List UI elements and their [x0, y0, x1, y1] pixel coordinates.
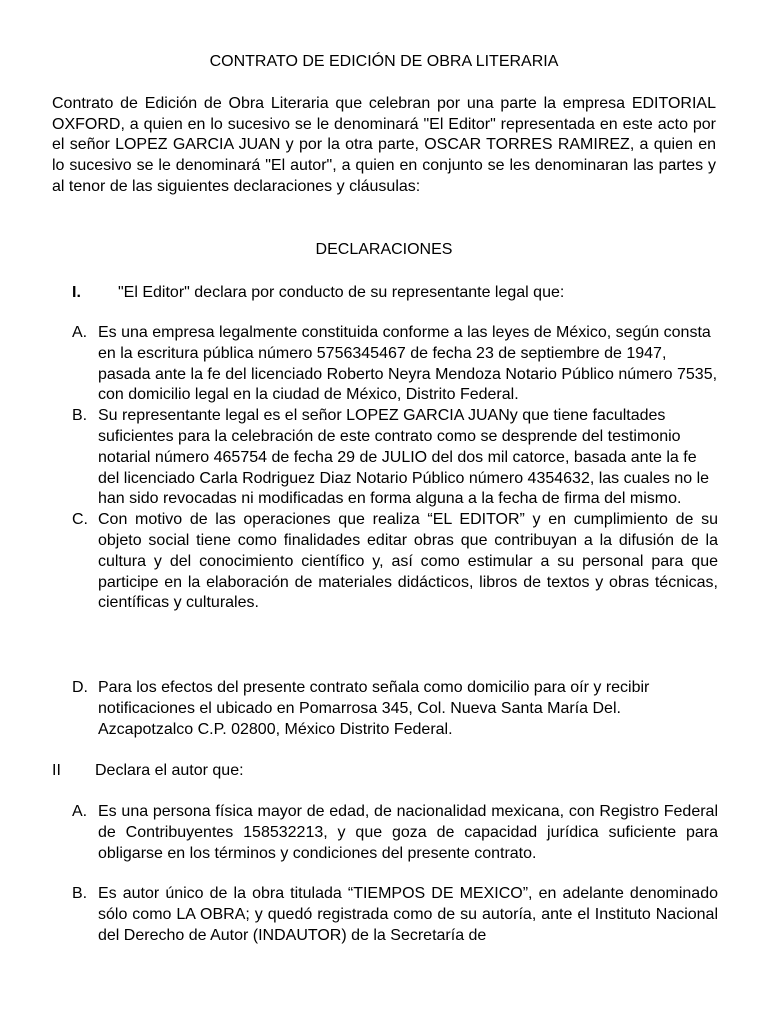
- intro-paragraph: Contrato de Edición de Obra Literaria que celebran por una parte la empresa EDITORIAL OXFORD, a quien en lo sucesivo se le denominará "El Editor" representada en este acto por el señor LOPEZ GARCIA JUAN y por la otra parte, OSCAR TORRES RAMIREZ, a quien en lo sucesivo se le denominará "El autor", a quien en conjunto se les denominaran las partes y al tenor de las siguientes declaraciones y cláusulas:: [52, 95, 716, 195]
- section-1-number: I.: [72, 284, 81, 301]
- item-letter: B.: [72, 885, 88, 902]
- section-2-heading-text: Declara el autor que:: [95, 762, 244, 779]
- list-item: [72, 510, 718, 614]
- list-item: [72, 406, 718, 510]
- list-item: [72, 802, 718, 864]
- item-text: Es una empresa legalmente constituida conforme a las leyes de México, según consta en la escritura pública número 5756345467 de fecha 23 de septiembre de 1947, pasada ante la fe del licenciado Roberto Neyra Mendoza Notario Público número 7535, con domicilio legal en la ciudad de México, Distrito Federal.: [98, 324, 718, 404]
- item-text: Con motivo de las operaciones que realiza “EL EDITOR” y en cumplimiento de su objeto social tiene como finalidades editar obras que contribuyan a la difusión de la cultura y del conocimiento científico y, así como estimular a su personal para que participe en la elaboración de materiales didácticos, libros de textos y obras técnicas, científicas y culturales.: [98, 511, 718, 612]
- item-text: Es autor único de la obra titulada “TIEMPOS DE MEXICO”, en adelante denominado sólo como LA OBRA; y quedó registrada como de su autoría, ante el Instituto Nacional del Derecho de Autor (INDAUTOR) de la Secretaría de: [98, 885, 718, 944]
- section-2-number: II: [52, 762, 61, 779]
- list-item: [72, 884, 718, 946]
- item-text: Para los efectos del presente contrato señala como domicilio para oír y recibir notificaciones el ubicado en Pomarrosa 345, Col. Nueva Santa María Del. Azcapotzalco C.P. 02800, México Distrito Federal.: [98, 679, 650, 738]
- list-item: [72, 323, 718, 406]
- section-2-list: [72, 802, 718, 864]
- item-letter: B.: [72, 407, 88, 425]
- item-text: Su representante legal es el señor LOPEZ GARCIA JUANy que tiene facultades suficientes para la celebración de este contrato como se desprende del testimonio notarial número 465754 de fecha 29 de JULIO del dos mil catorce, basada ante la fe del licenciado Carla Rodriguez Diaz Notario Público número 4354632, las cuales no le han sido revocadas ni modificadas en forma alguna a la fecha de firma del mismo.: [98, 407, 710, 508]
- list-item: [72, 678, 718, 740]
- section-1-heading-text: "El Editor" declara por conducto de su representante legal que:: [118, 284, 565, 301]
- item-letter: C.: [72, 511, 88, 529]
- section-2-list-continued: [72, 884, 718, 946]
- item-letter: A.: [72, 324, 88, 341]
- item-letter: D.: [72, 679, 88, 696]
- section-1-list: [72, 323, 718, 614]
- section-1-list-continued: [72, 678, 718, 740]
- item-text: Es una persona física mayor de edad, de nacionalidad mexicana, con Registro Federal de Contribuyentes 158532213, y que goza de capacidad jurídica suficiente para obligarse en los términos y condiciones del presente contrato.: [98, 803, 718, 862]
- document-title: CONTRATO DE EDICIÓN DE OBRA LITERARIA: [209, 53, 559, 70]
- item-letter: A.: [72, 803, 88, 820]
- declarations-title: DECLARACIONES: [315, 241, 453, 258]
